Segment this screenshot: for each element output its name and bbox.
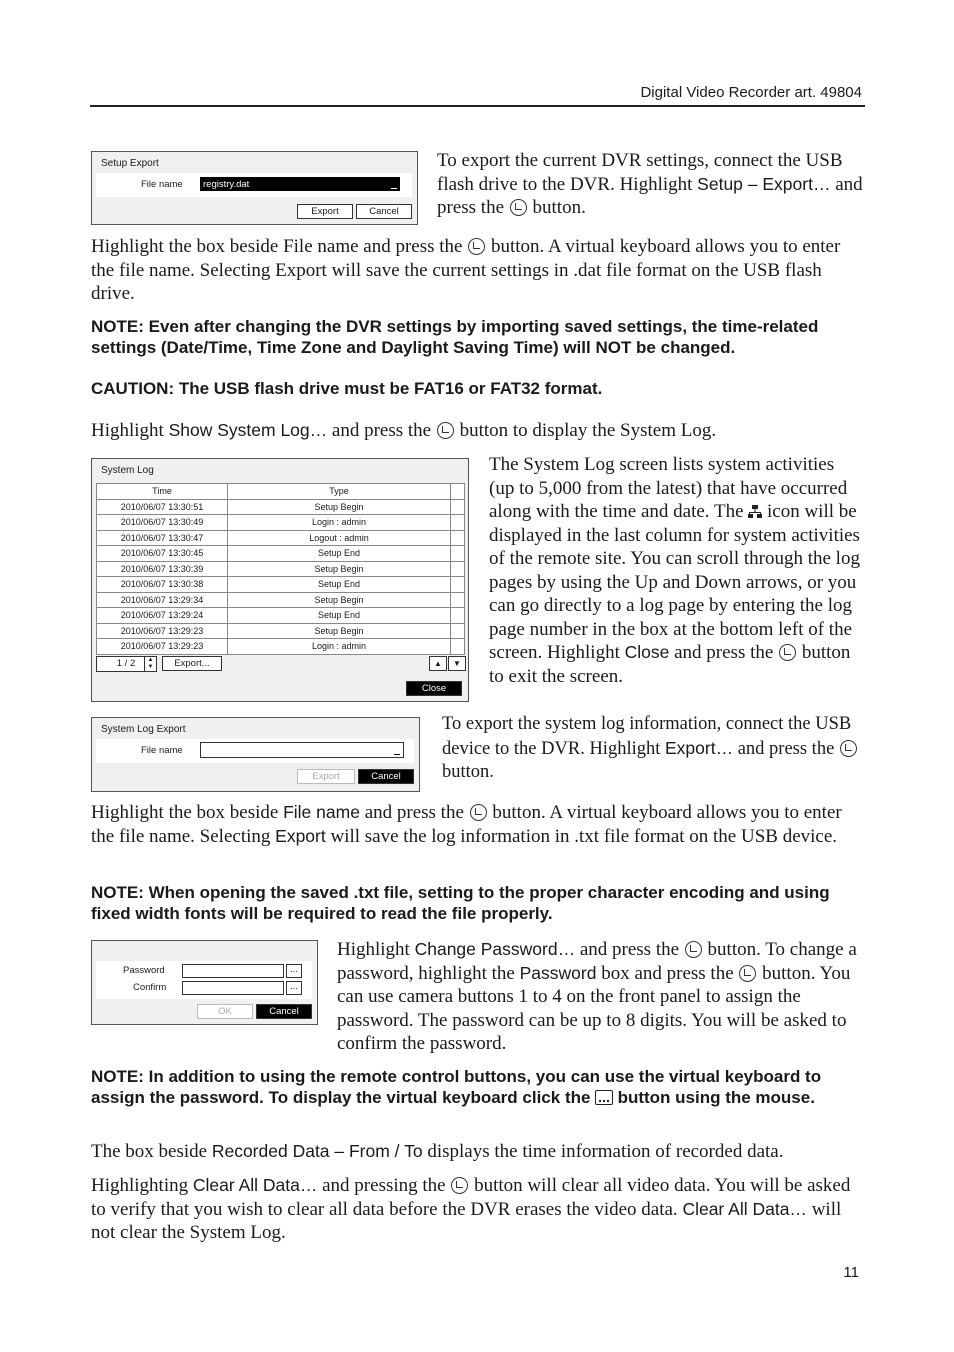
scroll-up-button[interactable]: ▲ (429, 656, 447, 671)
confirm-label: Confirm (133, 982, 167, 993)
log-type-cell: Setup End (228, 577, 451, 593)
table-row[interactable] (97, 499, 465, 515)
log-type-cell: Setup End (228, 608, 451, 624)
password-panel (91, 940, 318, 1025)
setup-export-file-label: File name (141, 179, 183, 190)
log-remote-cell (451, 608, 465, 624)
select-button-icon (739, 965, 756, 982)
log-type-cell: Login : admin (228, 639, 451, 655)
table-row[interactable] (97, 639, 465, 655)
password-field[interactable] (182, 964, 284, 978)
log-type-cell: Setup Begin (228, 499, 451, 515)
table-row[interactable] (97, 515, 465, 531)
para-clear-data: Highlighting Clear All Data… and pressing the button will clear all video data. You will be asked to verify that you wish to clear all data before the DVR erases the video data. Clear All Data… will not clear the System Log. (91, 1175, 851, 1243)
scroll-down-button[interactable]: ▼ (448, 656, 466, 671)
system-log-title: System Log (101, 465, 154, 476)
log-type-cell: Setup Begin (228, 623, 451, 639)
col-time-header: Time (97, 484, 228, 500)
log-remote-cell (451, 546, 465, 562)
table-row[interactable] (97, 623, 465, 639)
log-time-cell: 2010/06/07 13:29:24 (97, 608, 228, 624)
setup-export-cancel-button[interactable]: Cancel (356, 204, 412, 219)
para-log-file-name: Highlight the box beside File name and press the button. A virtual keyboard allows you to enter the file name. Selecting Export will save the log information in .txt file format on the USB device. (91, 802, 842, 847)
log-remote-cell (451, 623, 465, 639)
col-type-header: Type (228, 484, 451, 500)
password-cancel-button[interactable]: Cancel (256, 1004, 312, 1019)
setup-export-title: Setup Export (101, 158, 159, 169)
log-export-export-button[interactable]: Export (297, 769, 355, 784)
log-time-cell: 2010/06/07 13:30:39 (97, 561, 228, 577)
log-time-cell: 2010/06/07 13:30:51 (97, 499, 228, 515)
header-rule (90, 105, 865, 107)
select-button-icon (510, 199, 527, 216)
log-remote-cell (451, 577, 465, 593)
setup-export-button[interactable]: Export (297, 204, 353, 219)
table-row[interactable] (97, 561, 465, 577)
log-type-cell: Logout : admin (228, 530, 451, 546)
note-virtual-keyboard: NOTE: In addition to using the remote control buttons, you can use the virtual keyboard to assign the password. To display the virtual keyboard click the ... button using the mouse. (91, 1067, 822, 1107)
log-export-file-field[interactable] (200, 742, 404, 758)
para-file-name: Highlight the box beside File name and press the button. A virtual keyboard allows you to enter the file name. Selecting Export will save the current settings in .dat file format on the USB flash drive. (91, 236, 841, 304)
log-type-cell: Login : admin (228, 515, 451, 531)
setup-export-file-value: registry.dat (203, 179, 250, 190)
log-page-input[interactable]: 1 / 2 (96, 656, 156, 672)
table-row[interactable] (97, 546, 465, 562)
table-row[interactable] (97, 577, 465, 593)
table-row[interactable] (97, 530, 465, 546)
password-label: Password (123, 965, 165, 976)
log-export-button[interactable]: Export... (162, 656, 222, 671)
log-export-panel (91, 717, 420, 792)
log-time-cell: 2010/06/07 13:30:38 (97, 577, 228, 593)
para-show-log: Highlight Show System Log… and press the button to display the System Log. (91, 420, 717, 441)
select-button-icon (779, 644, 796, 661)
log-time-cell: 2010/06/07 13:29:34 (97, 592, 228, 608)
para-system-log: The System Log screen lists system activities (up to 5,000 from the latest) that have occurred along with the time and date. The icon will be displayed in the last column for system activities of the remote site. You can scroll through the log pages by using the Up and Down arrows, or you can go directly to a log page by entering the log page number in the box at the bottom left of the screen. Highlight Close and press the button to exit the screen. (489, 454, 860, 687)
caution-usb: CAUTION: The USB flash drive must be FAT16 or FAT32 format. (91, 379, 603, 398)
setup-export-panel (91, 151, 418, 225)
log-type-cell: Setup Begin (228, 592, 451, 608)
para-recorded-data: The box beside Recorded Data – From / To displays the time information of recorded data. (91, 1141, 784, 1162)
page-number: 11 (843, 1264, 859, 1281)
confirm-field[interactable] (182, 981, 284, 995)
select-button-icon (451, 1177, 468, 1194)
para-change-password: Highlight Change Password… and press the button. To change a password, highlight the Password box and press the button. You can use camera buttons 1 to 4 on the front panel to assign the password. The password can be up to 8 digits. You will be asked to confirm the password. (337, 939, 857, 1054)
para-setup-export: To export the current DVR settings, connect the USB flash drive to the DVR. Highlight Setup – Export… and press the button. (437, 150, 863, 218)
log-type-cell: Setup Begin (228, 561, 451, 577)
log-time-cell: 2010/06/07 13:30:47 (97, 530, 228, 546)
password-ok-button[interactable]: OK (197, 1004, 253, 1019)
para-log-export: To export the system log information, connect the USB device to the DVR. Highlight Export… and press the button. (442, 713, 866, 785)
table-row[interactable] (97, 608, 465, 624)
table-row[interactable] (97, 592, 465, 608)
password-keyboard-button[interactable]: ... (286, 964, 302, 978)
log-type-cell: Setup End (228, 546, 451, 562)
page-spinner[interactable]: ▲ ▼ (144, 656, 157, 672)
note-time-settings: NOTE: Even after changing the DVR settings by importing saved settings, the time-related settings (Date/Time, Time Zone and Daylight Saving Time) will NOT be changed. (91, 317, 819, 357)
log-export-file-label: File name (141, 745, 183, 756)
confirm-keyboard-button[interactable]: ... (286, 981, 302, 995)
setup-export-file-field[interactable] (200, 177, 400, 191)
select-button-icon (437, 422, 454, 439)
note-txt-encoding: NOTE: When opening the saved .txt file, setting to the proper character encoding and using fixed width fonts will be required to read the file properly. (91, 883, 830, 923)
log-time-cell: 2010/06/07 13:30:45 (97, 546, 228, 562)
log-time-cell: 2010/06/07 13:29:23 (97, 639, 228, 655)
log-remote-cell (451, 515, 465, 531)
document-header: Digital Video Recorder art. 49804 (640, 84, 862, 101)
select-button-icon (840, 740, 857, 757)
select-button-icon (685, 941, 702, 958)
log-time-cell: 2010/06/07 13:29:23 (97, 623, 228, 639)
log-time-cell: 2010/06/07 13:30:49 (97, 515, 228, 531)
table-header-row (97, 484, 465, 500)
log-export-cancel-button[interactable]: Cancel (358, 769, 414, 784)
network-icon (748, 505, 762, 519)
system-log-panel (91, 458, 469, 702)
keyboard-key-icon: ... (595, 1090, 613, 1105)
select-button-icon (468, 238, 485, 255)
log-close-button[interactable]: Close (406, 681, 462, 696)
log-remote-cell (451, 592, 465, 608)
log-remote-cell (451, 530, 465, 546)
log-export-title: System Log Export (101, 724, 186, 735)
log-remote-cell (451, 561, 465, 577)
select-button-icon (470, 804, 487, 821)
log-remote-cell (451, 639, 465, 655)
system-log-table (96, 483, 465, 655)
log-remote-cell (451, 499, 465, 515)
